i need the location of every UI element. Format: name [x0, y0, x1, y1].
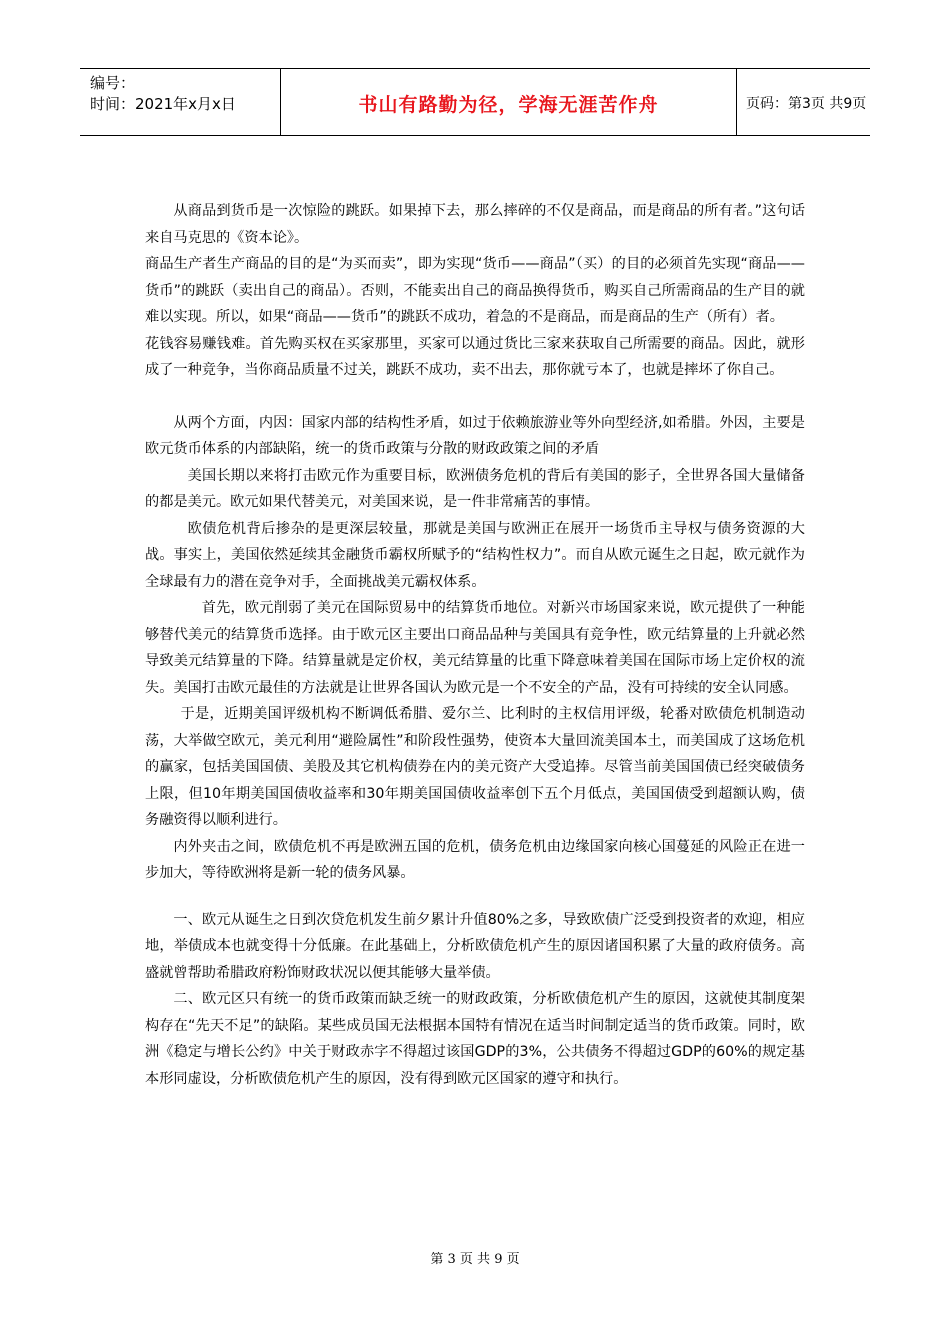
page-footer: 第 3 页 共 9 页 [430, 1252, 520, 1267]
header-meta-cell [80, 69, 280, 135]
paragraph: 商品生产者生产商品的目的是“为买而卖”，即为实现“货币——商品”（买）的目的必须首先实现“商品——货币”的跳跃（卖出自己的商品）。否则，不能卖出自己的商品换得货币，购买自己所需商品的生产目的就难以实现。所以，如果“商品——货币”的跳跃不成功，着急的不是商品，而是商品的生产（所有）者。 [145, 256, 805, 325]
document-number-label: 编号： [90, 74, 136, 92]
paragraph: 内外夹击之间，欧债危机不再是欧洲五国的危机，债务危机由边缘国家向核心国蔓延的风险正在进一步加大，等待欧洲将是新一轮的债务风暴。 [145, 838, 805, 881]
paragraph: 欧债危机背后掺杂的是更深层较量，那就是美国与欧洲正在展开一场货币主导权与债务资源的大战。事实上，美国依然延续其金融货币霸权所赋予的“结构性权力”。而自从欧元诞生之日起，欧元就作为全球最有力的潜在竞争对手，全面挑战美元霸权体系。 [145, 520, 805, 590]
document-body [145, 198, 805, 1092]
page-header [80, 68, 870, 136]
paragraph: 从商品到货币是一次惊险的跳跃。如果掉下去，那么摔碎的不仅是商品，而是商品的所有者。”这句话来自马克思的《资本论》。 [145, 203, 805, 246]
header-page-cell [736, 69, 870, 135]
header-motto: 书山有路勤为径，学海无涯苦作舟 [358, 94, 659, 116]
paragraph: 首先，欧元削弱了美元在国际贸易中的结算货币地位。对新兴市场国家来说，欧元提供了一种能够替代美元的结算货币选择。由于欧元区主要出口商品品种与美国具有竞争性，欧元结算量的上升就必然导致美元结算量的下降。结算量就是定价权，美元结算量的比重下降意味着美国在国际市场上定价权的流失。美国打击欧元最佳的方法就是让世界各国认为欧元是一个不安全的产品，没有可持续的安全认同感。 [145, 600, 805, 696]
document-date-label: 时间：2021年x月x日 [90, 95, 236, 113]
header-page-code: 页码：第3页 共9页 [746, 96, 867, 112]
paragraph: 美国长期以来将打击欧元作为重要目标，欧洲债务危机的背后有美国的影子，全世界各国大量储备的都是美元。欧元如果代替美元，对美国来说，是一件非常痛苦的事情。 [145, 467, 805, 510]
header-motto-cell [280, 69, 737, 135]
paragraph: 从两个方面，内因：国家内部的结构性矛盾，如过于依赖旅游业等外向型经济,如希腊。外因，主要是欧元货币体系的内部缺陷，统一的货币政策与分散的财政政策之间的矛盾 [145, 414, 805, 457]
paragraph: 于是，近期美国评级机构不断调低希腊、爱尔兰、比利时的主权信用评级，轮番对欧债危机制造动荡，大举做空欧元，美元利用“避险属性”和阶段性强势，使资本大量回流美国本土，而美国成了这场危机的赢家，包括美国国债、美股及其它机构债券在内的美元资产大受追捧。尽管当前美国国债已经突破债务上限，但10年期美国国债收益率和30年期美国国债收益率创下五个月低点，美国国债受到超额认购，债务融资得以顺利进行。 [145, 706, 805, 828]
paragraph: 花钱容易赚钱难。首先购买权在买家那里，买家可以通过货比三家来获取自己所需要的商品。因此，就形成了一种竞争，当你商品质量不过关，跳跃不成功，卖不出去，那你就亏本了，也就是摔坏了你自己。 [145, 335, 805, 378]
paragraph: 一、欧元从诞生之日到次贷危机发生前夕累计升值80%之多，导致欧债广泛受到投资者的欢迎，相应地，举债成本也就变得十分低廉。在此基础上，分析欧债危机产生的原因诸国积累了大量的政府债务。高盛就曾帮助希腊政府粉饰财政状况以便其能够大量举债。 [145, 911, 805, 981]
paragraph: 二、欧元区只有统一的货币政策而缺乏统一的财政政策，分析欧债危机产生的原因，这就使其制度架构存在“先天不足”的缺陷。某些成员国无法根据本国特有情况在适当时间制定适当的货币政策。同时，欧洲《稳定与增长公约》中关于财政赤字不得超过该国GDP的3%，公共债务不得超过GDP的60%的规定基本形同虚设，分析欧债危机产生的原因，没有得到欧元区国家的遵守和执行。 [145, 991, 805, 1087]
